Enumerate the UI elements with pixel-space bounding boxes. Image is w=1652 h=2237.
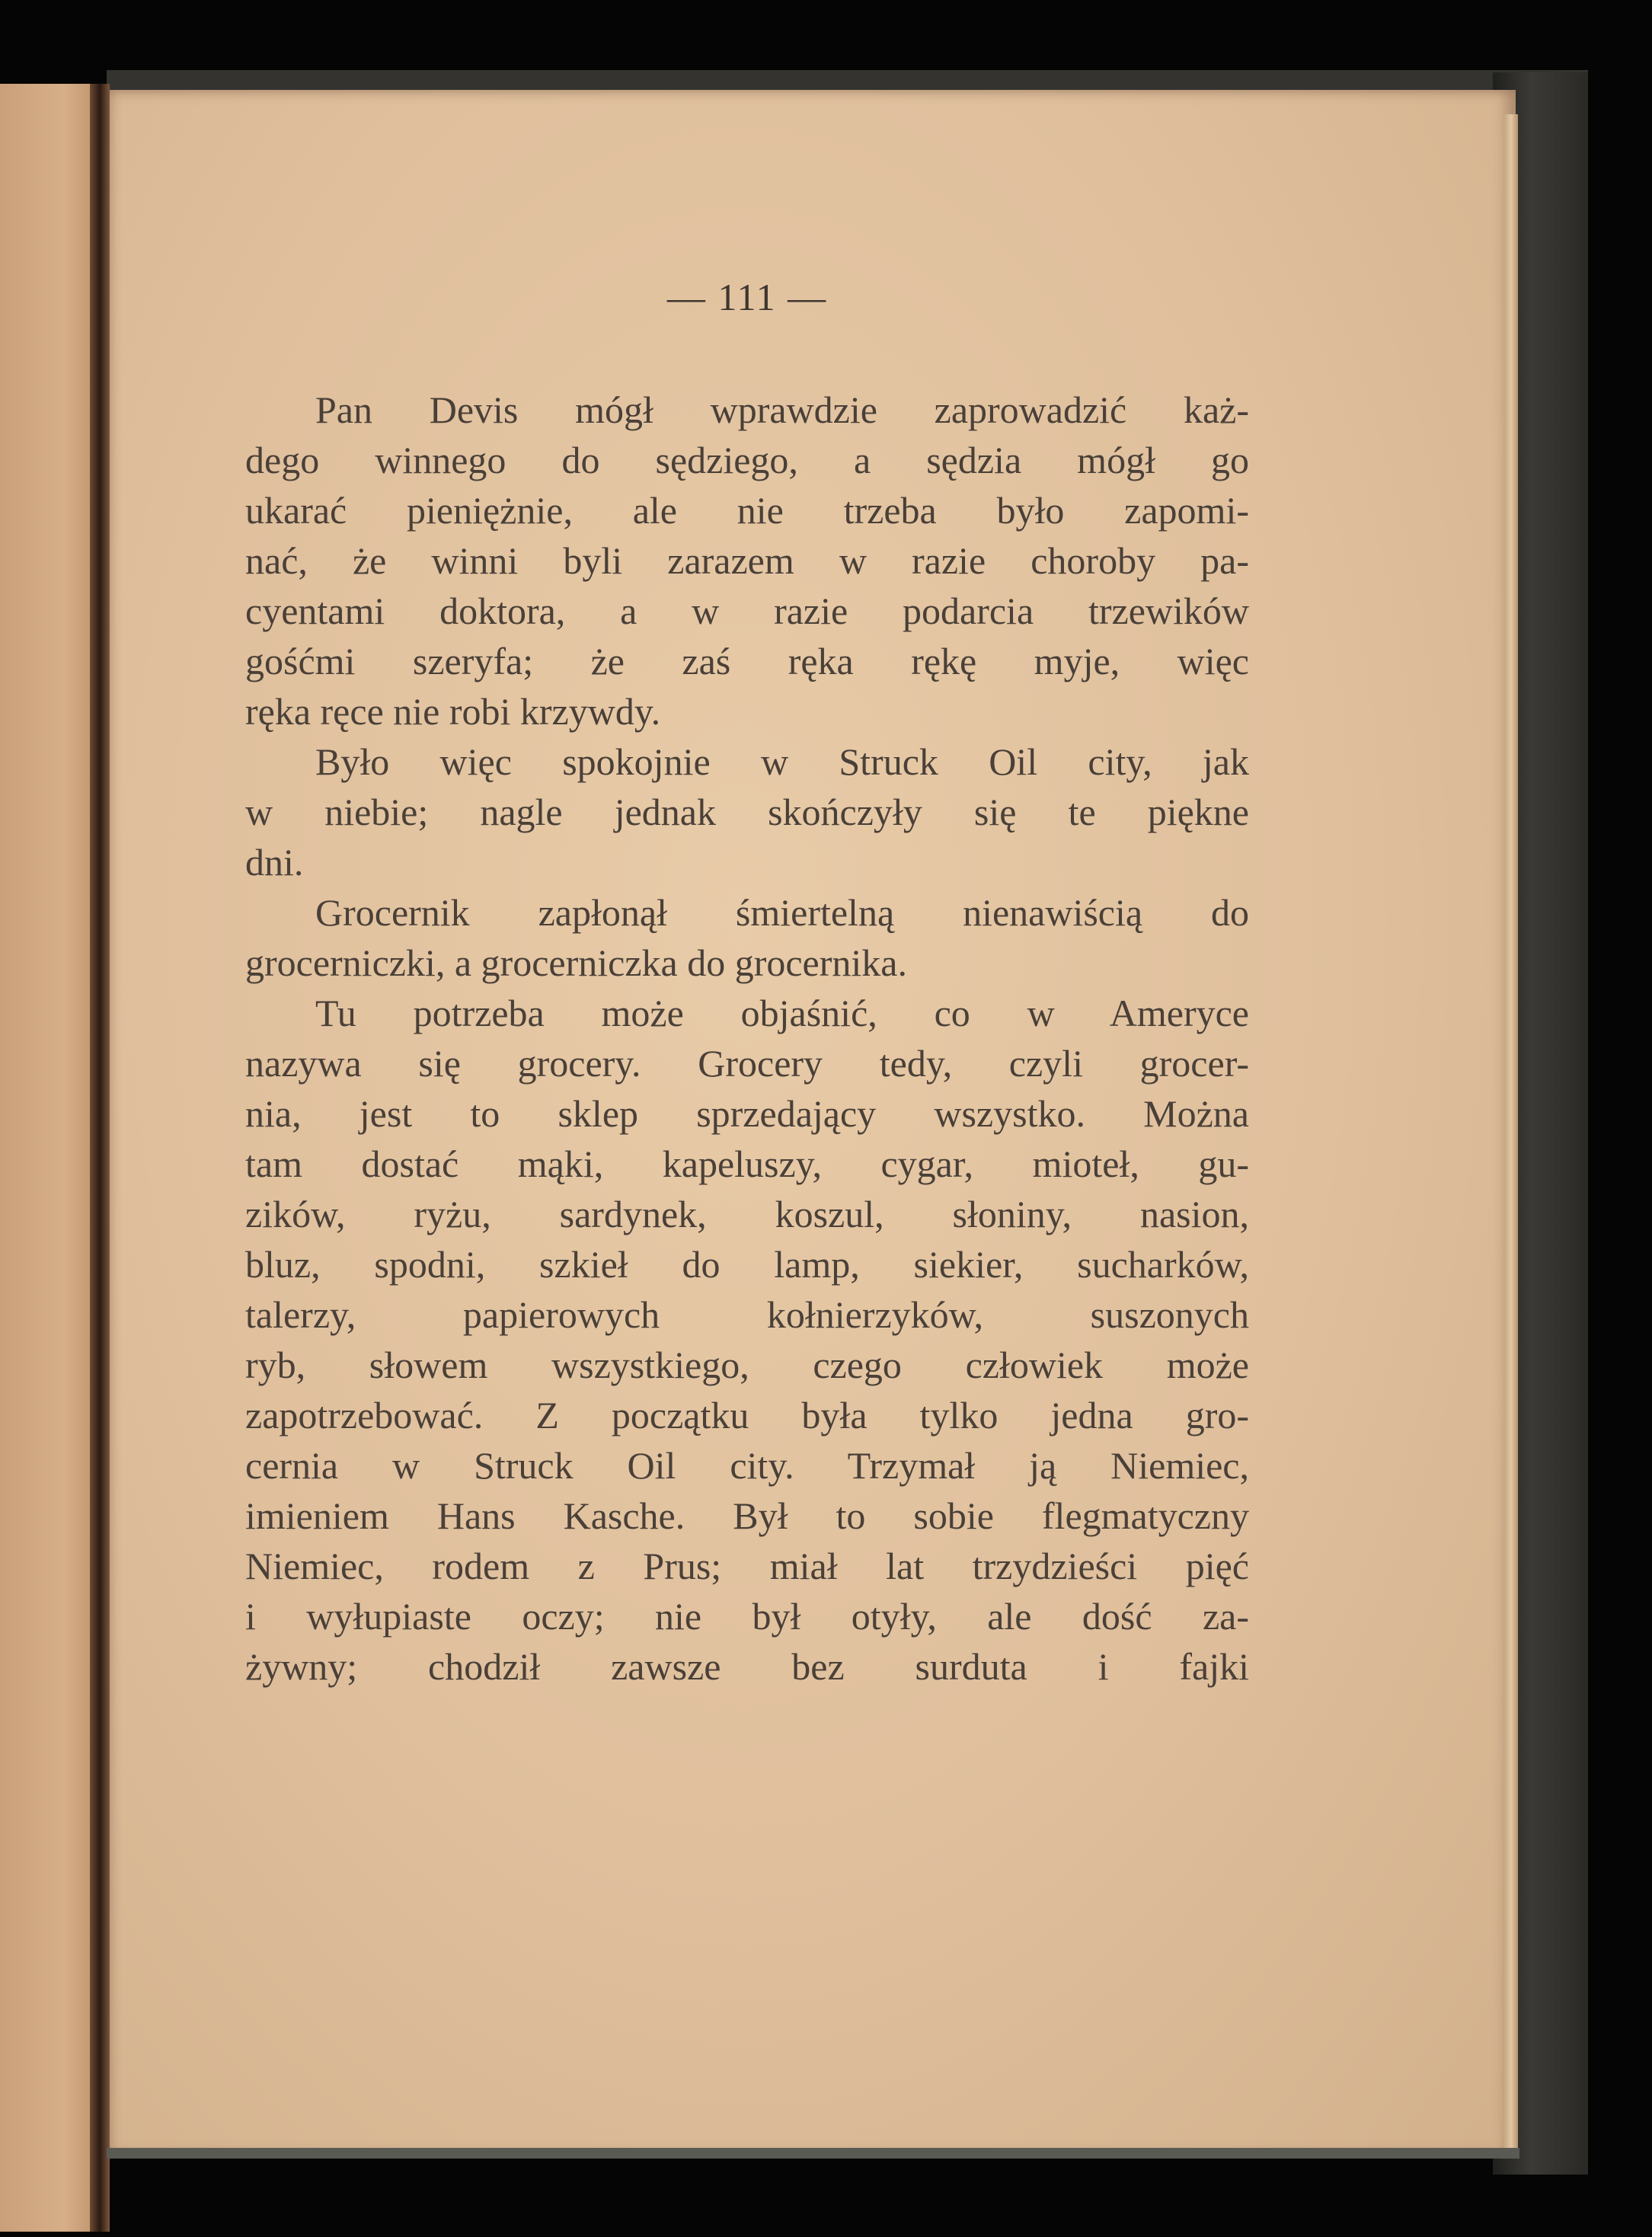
text-line: Niemiec, rodem z Prus; miał lat trzydzieści pięć	[245, 1545, 1249, 1587]
text-line: i wyłupiaste oczy; nie był otyły, ale dość za-	[245, 1595, 1249, 1638]
text-line: nać, że winni byli zarazem w razie choroby pa-	[245, 539, 1249, 582]
text-line: dni.	[245, 841, 304, 884]
page-number: — 111 —	[666, 276, 828, 318]
text-line: Pan Devis mógł wprawdzie zaprowadzić każ-	[315, 388, 1249, 431]
text-line: w niebie; nagle jednak skończyły się te piękne	[245, 791, 1249, 833]
page-bottom-edge	[107, 2148, 1519, 2159]
text-line: tam dostać mąki, kapeluszy, cygar, mioteł, gu-	[245, 1142, 1249, 1185]
text-line: ukarać pieniężnie, ale nie trzeba było zapomi-	[245, 489, 1249, 532]
text-line: bluz, spodni, szkieł do lamp, siekier, sucharków,	[245, 1243, 1249, 1286]
text-line: cyentami doktora, a w razie podarcia trzewików	[245, 590, 1249, 632]
book-gutter	[90, 84, 110, 2232]
text-line: dego winnego do sędziego, a sędzia mógł go	[245, 439, 1249, 481]
text-line: Tu potrzeba może objaśnić, co w Ameryce	[315, 992, 1249, 1034]
text-line: ręka ręce nie robi krzywdy.	[245, 690, 661, 733]
text-line: żywny; chodził zawsze bez surduta i fajki	[245, 1645, 1249, 1688]
text-line: grocerniczki, a grocerniczka do grocernika.	[245, 941, 907, 984]
text-line: gośćmi szeryfa; że zaś ręka rękę myje, więc	[245, 640, 1249, 682]
text-line: ryb, słowem wszystkiego, czego człowiek może	[245, 1344, 1249, 1386]
text-line: Było więc spokojnie w Struck Oil city, jak	[315, 740, 1249, 783]
text-line: cernia w Struck Oil city. Trzymał ją Niemiec,	[245, 1444, 1249, 1487]
text-line: Grocernik zapłonął śmiertelną nienawiścią do	[315, 891, 1249, 934]
text-line: imieniem Hans Kasche. Był to sobie flegmatyczny	[245, 1494, 1249, 1537]
text-line: zapotrzebować. Z początku była tylko jedna gro-	[245, 1394, 1249, 1436]
body-text	[245, 385, 1249, 1692]
text-line: zików, ryżu, sardynek, koszul, słoniny, nasion,	[245, 1193, 1249, 1235]
text-line: nia, jest to sklep sprzedający wszystko. Można	[245, 1092, 1249, 1135]
text-line: nazywa się grocery. Grocery tedy, czyli grocer-	[245, 1042, 1249, 1085]
text-line: talerzy, papierowych kołnierzyków, suszonych	[245, 1293, 1249, 1336]
page-fore-edge	[1504, 114, 1518, 2156]
